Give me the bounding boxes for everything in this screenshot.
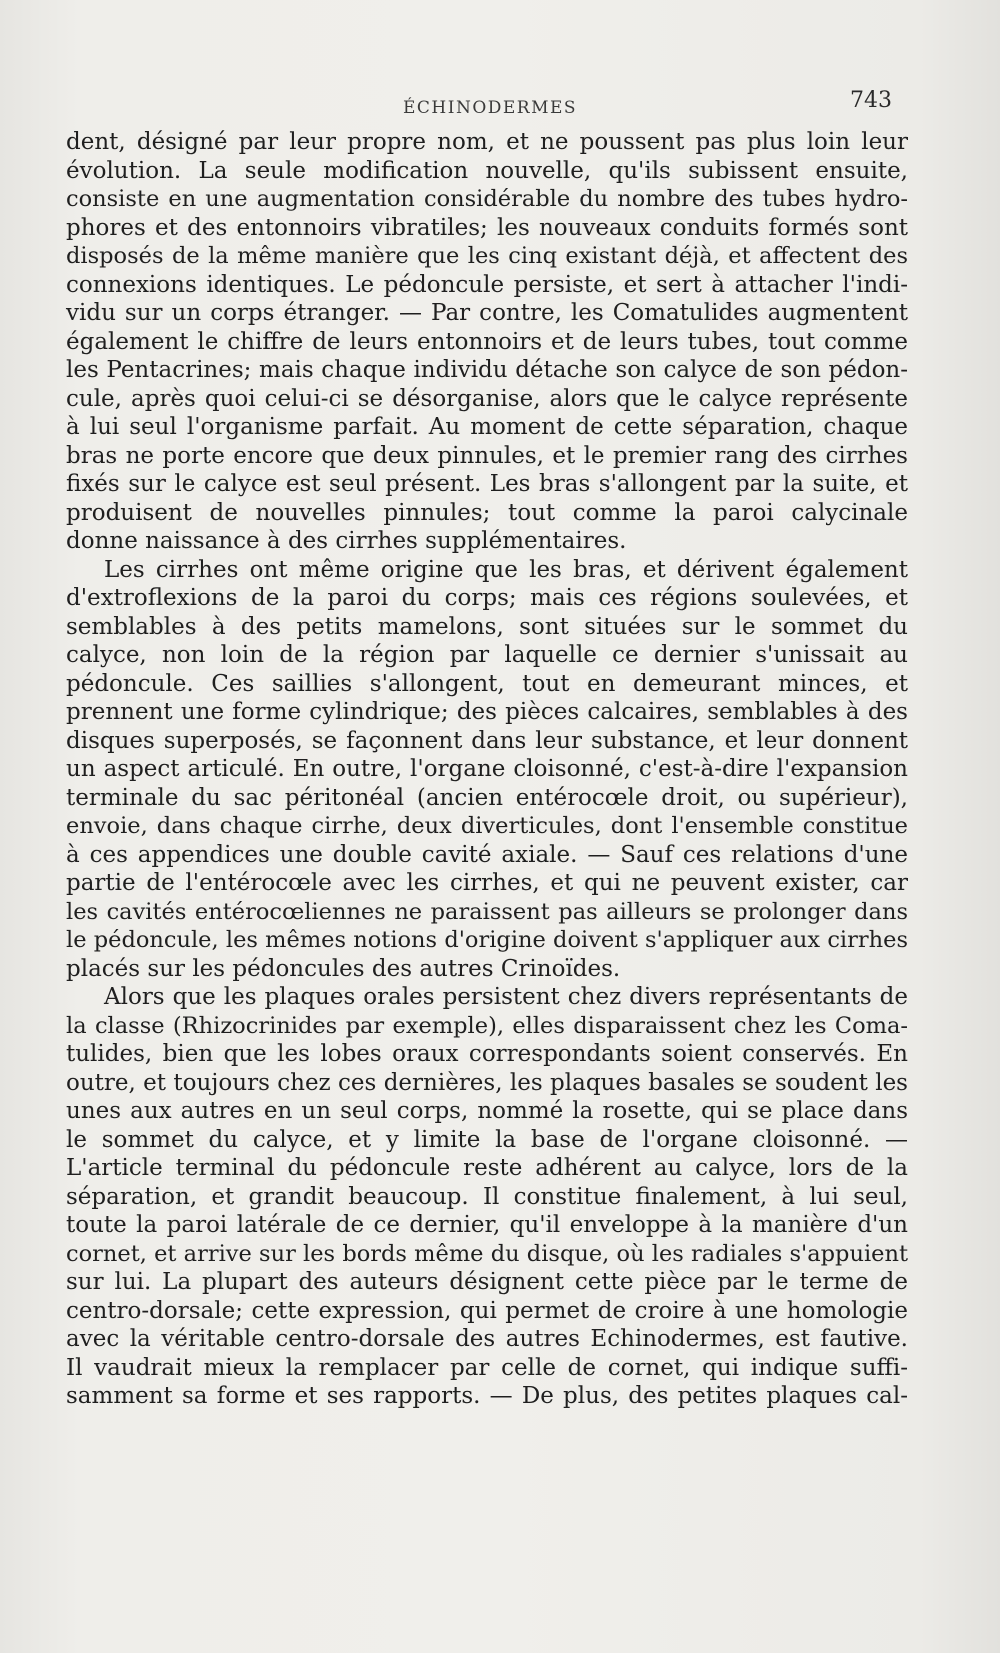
text-line: semblables à des petits mamelons, sont situées sur le sommet du [66,613,908,640]
text-line: toute la paroi latérale de ce dernier, qu'il enveloppe à la manière d'un [66,1212,908,1238]
text-line: connexions identiques. Le pédoncule persiste, et sert à attacher l'indi- [66,271,908,298]
text-line: phores et des entonnoirs vibratiles; les nouveaux conduits formés sont [66,214,908,241]
text-line: les Pentacrines; mais chaque individu détache son calyce de son pédon- [66,357,908,383]
text-line: tulides, bien que les lobes oraux correspondants soient conservés. En [66,1041,908,1067]
text-line: disques superposés, se façonnent dans leur substance, et leur donnent [66,727,908,754]
paragraph-start-line: Alors que les plaques orales persistent chez divers représentants de [104,984,908,1010]
text-line: Il vaudrait mieux la remplacer par celle de cornet, qui indique suffi- [66,1354,908,1381]
text-line: consiste en une augmentation considérable du nombre des tubes hydro- [66,186,908,212]
text-line: sur lui. La plupart des auteurs désignent cette pièce par le terme de [66,1269,908,1295]
paragraph-end-line: donne naissance à des cirrhes supplémentaires. [66,528,627,554]
paragraph-end-line: placés sur les pédoncules des autres Crinoïdes. [66,955,621,982]
text-line: les cavités entérocœliennes ne paraissent pas ailleurs se prolonger dans [66,898,908,925]
text-line: calyce, non loin de la région par laquelle ce dernier s'unissait au [66,642,908,668]
text-line: pédoncule. Ces saillies s'allongent, tout en demeurant minces, et [66,670,908,697]
text-line: dent, désigné par leur propre nom, et ne poussent pas plus loin leur [66,129,908,155]
text-line: disposés de la même manière que les cinq existant déjà, et affectent des [66,243,908,269]
text-line: la classe (Rhizocrinides par exemple), elles disparaissent chez les Coma- [66,1012,908,1039]
text-line: cule, après quoi celui-ci se désorganise, alors que le calyce représente [66,385,908,412]
text-line: bras ne porte encore que deux pinnules, et le premier rang des cirrhes [66,442,908,469]
text-line: séparation, et grandit beaucoup. Il constitue finalement, à lui seul, [66,1183,908,1210]
text-line: évolution. La seule modification nouvelle, qu'ils subissent ensuite, [66,157,908,184]
text-line: cornet, et arrive sur les bords même du disque, où les radiales s'appuient [66,1240,908,1267]
text-line: L'article terminal du pédoncule reste adhérent au calyce, lors de la [66,1155,908,1181]
text-line: également le chiffre de leurs entonnoirs et de leurs tubes, tout comme [66,328,908,355]
text-line: prennent une forme cylindrique; des pièces calcaires, semblables à des [66,699,908,725]
text-line: unes aux autres en un seul corps, nommé la rosette, qui se place dans [66,1098,908,1124]
body-text [66,128,908,1411]
text-line: le sommet du calyce, et y limite la base de l'organe cloisonné. — [66,1126,908,1153]
text-line: outre, et toujours chez ces dernières, les plaques basales se soudent les [66,1069,908,1096]
text-line: terminale du sac péritonéal (ancien entérocœle droit, ou supérieur), [66,784,908,811]
paragraph-start-line: Les cirrhes ont même origine que les bras, et dérivent également [104,556,908,583]
text-line: produisent de nouvelles pinnules; tout comme la paroi calycinale [66,499,908,526]
text-line: vidu sur un corps étranger. — Par contre, les Comatulides augmentent [66,300,908,326]
text-line: d'extroflexions de la paroi du corps; mais ces régions soulevées, et [66,585,908,611]
text-line: à lui seul l'organisme parfait. Au moment de cette séparation, chaque [66,414,908,440]
text-line: le pédoncule, les mêmes notions d'origine doivent s'appliquer aux cirrhes [66,927,908,953]
text-line: fixés sur le calyce est seul présent. Les bras s'allongent par la suite, et [66,471,908,497]
text-line: envoie, dans chaque cirrhe, deux diverticules, dont l'ensemble constitue [66,813,908,839]
page-number: 743 [850,88,892,113]
text-line: avec la véritable centro-dorsale des autres Echinodermes, est fautive. [66,1326,908,1352]
text-line: samment sa forme et ses rapports. — De plus, des petites plaques cal- [66,1383,908,1409]
text-line: partie de l'entérocœle avec les cirrhes, et qui ne peuvent exister, car [66,870,908,896]
running-head: ÉCHINODERMES [403,98,578,118]
text-line: un aspect articulé. En outre, l'organe cloisonné, c'est-à-dire l'expansion [66,756,908,782]
text-line: centro-dorsale; cette expression, qui permet de croire à une homologie [66,1297,908,1324]
text-line: à ces appendices une double cavité axiale. — Sauf ces relations d'une [66,841,908,868]
